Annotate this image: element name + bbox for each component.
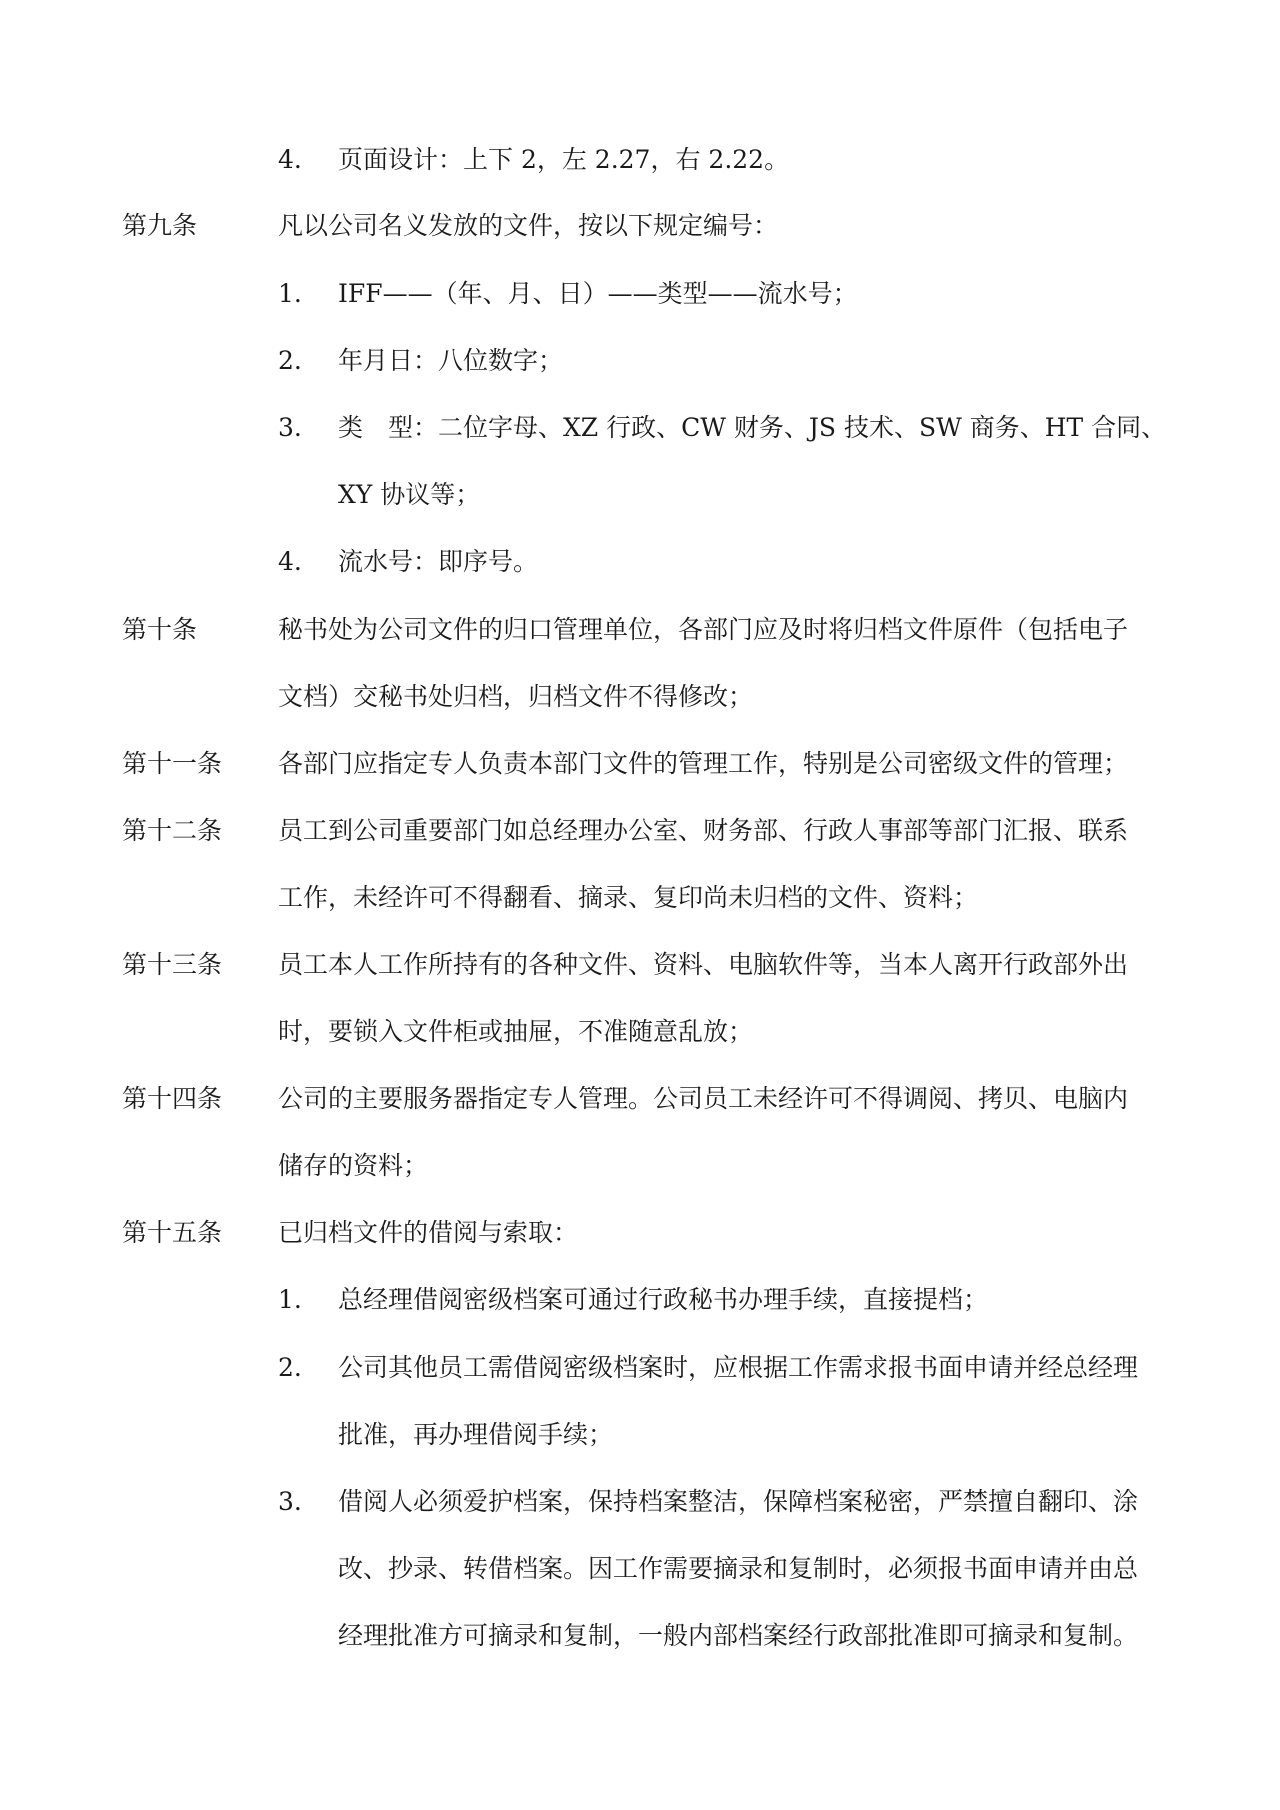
item-text: 公司其他员工需借阅密级档案时，应根据工作需求报书面申请并经总经理 <box>338 1353 1139 1382</box>
article-text-continuation: 储存的资料； <box>278 1151 429 1180</box>
item-number: 1. <box>278 1285 302 1314</box>
item-number: 3. <box>278 413 302 442</box>
article-text: 凡以公司名义发放的文件，按以下规定编号： <box>278 211 779 240</box>
item-number: 4. <box>278 145 302 174</box>
item-text: 类 型：二位字母、XZ 行政、CW 财务、JS 技术、SW 商务、HT 合同、 <box>338 413 1167 442</box>
article-text: 已归档文件的借阅与索取： <box>278 1218 579 1247</box>
article-label: 第十条 <box>122 615 198 644</box>
item-text: IFF——（年、月、日）——类型——流水号； <box>338 279 858 308</box>
article-text-continuation: 文档）交秘书处归档，归档文件不得修改； <box>278 682 754 711</box>
article-text: 公司的主要服务器指定专人管理。公司员工未经许可不得调阅、拷贝、电脑内 <box>278 1084 1129 1113</box>
article-text: 员工到公司重要部门如总经理办公室、财务部、行政人事部等部门汇报、联系 <box>278 816 1129 845</box>
item-text: 年月日：八位数字； <box>338 346 564 375</box>
item-text: 流水号：即序号。 <box>338 547 539 576</box>
article-text-continuation: 工作，未经许可不得翻看、摘录、复印尚未归档的文件、资料； <box>278 883 979 912</box>
article-text: 员工本人工作所持有的各种文件、资料、电脑软件等，当本人离开行政部外出 <box>278 950 1129 979</box>
item-number: 2. <box>278 1353 302 1382</box>
item-text-continuation: 改、抄录、转借档案。因工作需要摘录和复制时，必须报书面申请并由总 <box>338 1554 1139 1583</box>
item-number: 1. <box>278 279 302 308</box>
article-label: 第十一条 <box>122 749 223 778</box>
article-label: 第九条 <box>122 211 198 240</box>
item-text: 借阅人必须爱护档案，保持档案整洁，保障档案秘密，严禁擅自翻印、涂 <box>338 1487 1139 1516</box>
article-label: 第十二条 <box>122 816 223 845</box>
article-text: 秘书处为公司文件的归口管理单位，各部门应及时将归档文件原件（包括电子 <box>278 615 1129 644</box>
item-text: 页面设计：上下 2，左 2.27，右 2.22。 <box>338 145 790 174</box>
item-text-continuation: XY 协议等； <box>338 480 481 509</box>
item-number: 4. <box>278 547 302 576</box>
article-label: 第十三条 <box>122 950 223 979</box>
article-label: 第十四条 <box>122 1084 223 1113</box>
article-label: 第十五条 <box>122 1218 223 1247</box>
item-text-continuation: 批准，再办理借阅手续； <box>338 1420 614 1449</box>
article-text: 各部门应指定专人负责本部门文件的管理工作，特别是公司密级文件的管理； <box>278 749 1129 778</box>
item-number: 2. <box>278 346 302 375</box>
item-number: 3. <box>278 1487 302 1516</box>
item-text-continuation: 经理批准方可摘录和复制，一般内部档案经行政部批准即可摘录和复制。 <box>338 1621 1139 1650</box>
article-text-continuation: 时，要锁入文件柜或抽屉，不准随意乱放； <box>278 1017 754 1046</box>
item-text: 总经理借阅密级档案可通过行政秘书办理手续，直接提档； <box>338 1285 989 1314</box>
